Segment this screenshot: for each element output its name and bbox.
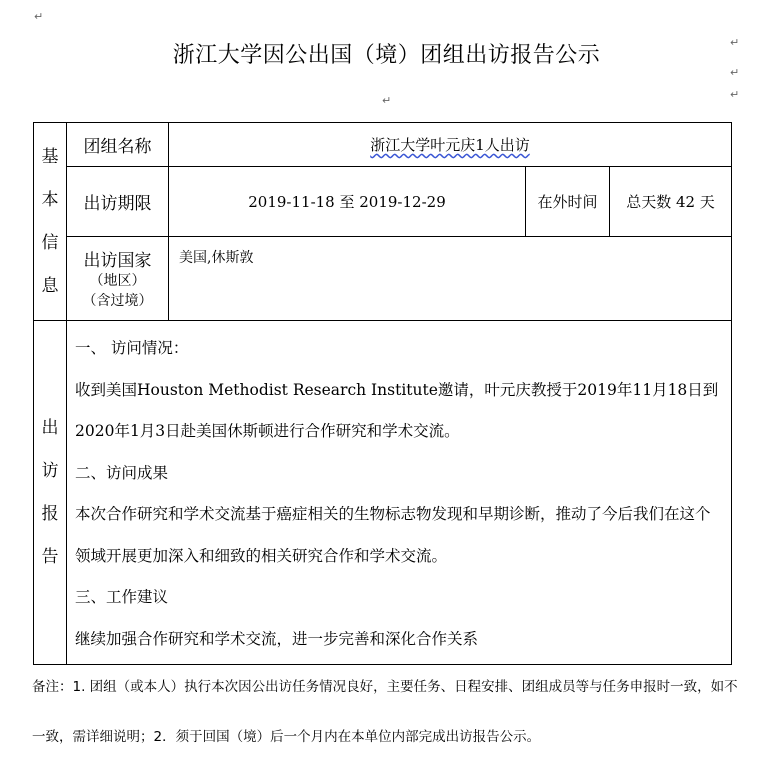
report-form-table (33, 122, 732, 665)
report-paragraph-1: 收到美国Houston Methodist Research Institute邀请，叶元庆教授于2019年11月18日到2020年1月3日赴美国休斯顿进行合作研究和学术交流。 (75, 380, 719, 440)
group-name-label: 团组名称 (67, 123, 169, 167)
abroad-time-label: 在外时间 (526, 167, 610, 237)
report-section-label: 出 访 报 告 (34, 321, 67, 665)
report-heading-1: 一、 访问情况： (75, 339, 189, 357)
abroad-time-value: 总天数 42 天 (610, 167, 732, 237)
report-paragraph-3: 继续加强合作研究和学术交流，进一步完善和深化合作关系 (75, 629, 479, 648)
report-heading-2: 二、访问成果 (75, 463, 169, 482)
report-paragraph-2: 本次合作研究和学术交流基于癌症相关的生物标志物发现和早期诊断，推动了今后我们在这个领域开展更加深入和细致的相关研究合作和学术交流。 (75, 505, 711, 565)
paragraph-mark: ↵ (34, 10, 44, 23)
footnote: 备注：1. 团组（或本人）执行本次因公出访任务情况良好，主要任务、日程安排、团组成员等与任务申报时一致，如不一致，需详细说明；2．须于回国（境）后一个月内在本单位内部完成出访报告公示。 (32, 679, 738, 745)
group-name-value: 浙江大学叶元庆1人出访 (169, 123, 732, 167)
paragraph-mark: ↵ (382, 94, 392, 107)
country-value: 美国,休斯敦 (169, 237, 732, 321)
paragraph-mark: ↵ (730, 36, 740, 49)
country-label: 出访国家 （地区） （含过境） (67, 237, 169, 321)
report-heading-3: 三、工作建议 (75, 588, 169, 606)
period-label: 出访期限 (67, 167, 169, 237)
basic-info-section-label: 基 本 信 息 (34, 123, 67, 321)
paragraph-mark: ↵ (730, 66, 740, 79)
report-body (67, 321, 732, 665)
page-title: 浙江大学因公出国（境）团组出访报告公示 (172, 43, 601, 68)
period-value: 2019-11-18 至 2019-12-29 (169, 167, 526, 237)
paragraph-mark: ↵ (730, 88, 740, 101)
